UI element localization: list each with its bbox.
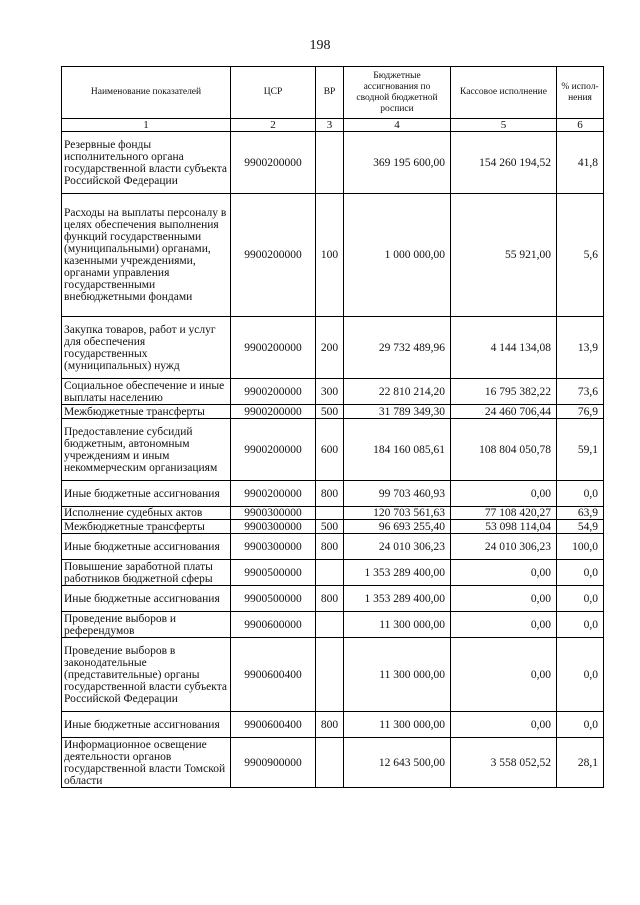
row-cash-cell: 0,00 [451, 481, 557, 507]
row-budget-cell: 29 732 489,96 [344, 317, 451, 379]
row-vr-cell: 800 [316, 712, 344, 738]
row-percent-cell: 54,9 [557, 520, 604, 534]
row-name-cell: Повышение заработной платы работников бюджетной сферы [62, 560, 231, 586]
row-cash-cell: 0,00 [451, 712, 557, 738]
row-csr-cell: 9900500000 [231, 560, 316, 586]
row-csr-cell: 9900300000 [231, 520, 316, 534]
row-vr-cell: 100 [316, 194, 344, 317]
page-number: 198 [309, 38, 331, 53]
row-csr-cell: 9900200000 [231, 317, 316, 379]
row-budget-cell: 99 703 460,93 [344, 481, 451, 507]
row-percent-cell: 63,9 [557, 507, 604, 520]
budget-execution-table [61, 66, 604, 788]
row-csr-cell: 9900300000 [231, 534, 316, 560]
row-csr-cell: 9900600400 [231, 638, 316, 712]
row-name-cell: Информационное освещение деятельности органов государственной власти Томской области [62, 738, 231, 788]
row-budget-cell: 184 160 085,61 [344, 419, 451, 481]
row-name-cell: Исполнение судебных актов [62, 507, 231, 520]
row-budget-cell: 22 810 214,20 [344, 379, 451, 405]
row-percent-cell: 0,0 [557, 481, 604, 507]
row-budget-cell: 11 300 000,00 [344, 712, 451, 738]
table-row [62, 481, 604, 507]
row-budget-cell: 11 300 000,00 [344, 638, 451, 712]
row-name-cell: Иные бюджетные ассигнования [62, 534, 231, 560]
row-budget-cell: 11 300 000,00 [344, 612, 451, 638]
row-vr-cell [316, 738, 344, 788]
row-name-cell: Межбюджетные трансферты [62, 405, 231, 419]
row-percent-cell: 41,8 [557, 132, 604, 194]
row-cash-cell: 16 795 382,22 [451, 379, 557, 405]
row-percent-cell: 5,6 [557, 194, 604, 317]
row-vr-cell: 500 [316, 520, 344, 534]
header-csr: ЦСР [231, 67, 316, 119]
row-vr-cell [316, 638, 344, 712]
row-cash-cell: 77 108 420,27 [451, 507, 557, 520]
row-budget-cell: 1 000 000,00 [344, 194, 451, 317]
row-name-cell: Иные бюджетные ассигнования [62, 712, 231, 738]
row-vr-cell: 200 [316, 317, 344, 379]
row-percent-cell: 13,9 [557, 317, 604, 379]
row-vr-cell: 800 [316, 586, 344, 612]
row-budget-cell: 369 195 600,00 [344, 132, 451, 194]
column-number-row [62, 119, 604, 132]
row-cash-cell: 4 144 134,08 [451, 317, 557, 379]
row-vr-cell: 800 [316, 534, 344, 560]
header-name: Наименование показателей [62, 67, 231, 119]
row-name-cell: Резервные фонды исполнительного органа государственной власти субъекта Российской Федерации [62, 132, 231, 194]
row-name-cell: Межбюджетные трансферты [62, 520, 231, 534]
row-cash-cell: 24 010 306,23 [451, 534, 557, 560]
row-percent-cell: 59,1 [557, 419, 604, 481]
row-budget-cell: 1 353 289 400,00 [344, 560, 451, 586]
row-csr-cell: 9900600400 [231, 712, 316, 738]
table-row [62, 507, 604, 520]
table-row [62, 738, 604, 788]
row-vr-cell [316, 612, 344, 638]
header-cash: Кассовое исполнение [451, 67, 557, 119]
row-csr-cell: 9900200000 [231, 405, 316, 419]
table-row [62, 586, 604, 612]
row-percent-cell: 100,0 [557, 534, 604, 560]
row-vr-cell: 600 [316, 419, 344, 481]
table-row [62, 419, 604, 481]
row-vr-cell: 300 [316, 379, 344, 405]
row-name-cell: Проведение выборов в законодательные (представительные) органы государственной власти субъекта Российской Федерации [62, 638, 231, 712]
table-row [62, 520, 604, 534]
row-vr-cell: 500 [316, 405, 344, 419]
row-cash-cell: 154 260 194,52 [451, 132, 557, 194]
table-row [62, 638, 604, 712]
row-csr-cell: 9900200000 [231, 419, 316, 481]
row-csr-cell: 9900600000 [231, 612, 316, 638]
column-number: 4 [344, 119, 451, 132]
row-percent-cell: 0,0 [557, 560, 604, 586]
row-cash-cell: 3 558 052,52 [451, 738, 557, 788]
table-row [62, 194, 604, 317]
table-row [62, 612, 604, 638]
row-percent-cell: 76,9 [557, 405, 604, 419]
row-csr-cell: 9900300000 [231, 507, 316, 520]
row-name-cell: Проведение выборов и референдумов [62, 612, 231, 638]
header-budget: Бюджетные ассигнования по сводной бюджетной росписи [344, 67, 451, 119]
table-row [62, 534, 604, 560]
row-vr-cell: 800 [316, 481, 344, 507]
row-name-cell: Расходы на выплаты персоналу в целях обеспечения выполнения функций государственными (муниципальными) органами, казенными учреждениями, органами управления государственными внебюджетными фондами [62, 194, 231, 317]
table-row [62, 132, 604, 194]
row-csr-cell: 9900200000 [231, 194, 316, 317]
row-csr-cell: 9900200000 [231, 379, 316, 405]
row-cash-cell: 108 804 050,78 [451, 419, 557, 481]
row-name-cell: Предоставление субсидий бюджетным, автономным учреждениям и иным некоммерческим организациям [62, 419, 231, 481]
table-row [62, 560, 604, 586]
row-csr-cell: 9900500000 [231, 586, 316, 612]
row-csr-cell: 9900200000 [231, 132, 316, 194]
column-number: 1 [62, 119, 231, 132]
row-name-cell: Социальное обеспечение и иные выплаты населению [62, 379, 231, 405]
row-name-cell: Закупка товаров, работ и услуг для обеспечения государственных (муниципальных) нужд [62, 317, 231, 379]
table-row [62, 405, 604, 419]
row-cash-cell: 55 921,00 [451, 194, 557, 317]
row-budget-cell: 1 353 289 400,00 [344, 586, 451, 612]
row-csr-cell: 9900200000 [231, 481, 316, 507]
row-percent-cell: 28,1 [557, 738, 604, 788]
header-row [62, 67, 604, 119]
header-vr: ВР [316, 67, 344, 119]
row-percent-cell: 0,0 [557, 586, 604, 612]
row-csr-cell: 9900900000 [231, 738, 316, 788]
row-cash-cell: 0,00 [451, 586, 557, 612]
table-row [62, 712, 604, 738]
column-number: 5 [451, 119, 557, 132]
row-vr-cell [316, 560, 344, 586]
row-cash-cell: 53 098 114,04 [451, 520, 557, 534]
header-percent: % испол-нения [557, 67, 604, 119]
row-percent-cell: 0,0 [557, 638, 604, 712]
row-budget-cell: 120 703 561,63 [344, 507, 451, 520]
row-percent-cell: 0,0 [557, 712, 604, 738]
row-cash-cell: 0,00 [451, 560, 557, 586]
column-number: 6 [557, 119, 604, 132]
row-cash-cell: 0,00 [451, 638, 557, 712]
row-budget-cell: 96 693 255,40 [344, 520, 451, 534]
table-row [62, 317, 604, 379]
row-vr-cell [316, 132, 344, 194]
column-number: 2 [231, 119, 316, 132]
row-name-cell: Иные бюджетные ассигнования [62, 481, 231, 507]
row-budget-cell: 24 010 306,23 [344, 534, 451, 560]
row-percent-cell: 73,6 [557, 379, 604, 405]
row-name-cell: Иные бюджетные ассигнования [62, 586, 231, 612]
row-budget-cell: 12 643 500,00 [344, 738, 451, 788]
row-cash-cell: 24 460 706,44 [451, 405, 557, 419]
table-row [62, 379, 604, 405]
row-vr-cell [316, 507, 344, 520]
column-number: 3 [316, 119, 344, 132]
row-cash-cell: 0,00 [451, 612, 557, 638]
row-budget-cell: 31 789 349,30 [344, 405, 451, 419]
row-percent-cell: 0,0 [557, 612, 604, 638]
